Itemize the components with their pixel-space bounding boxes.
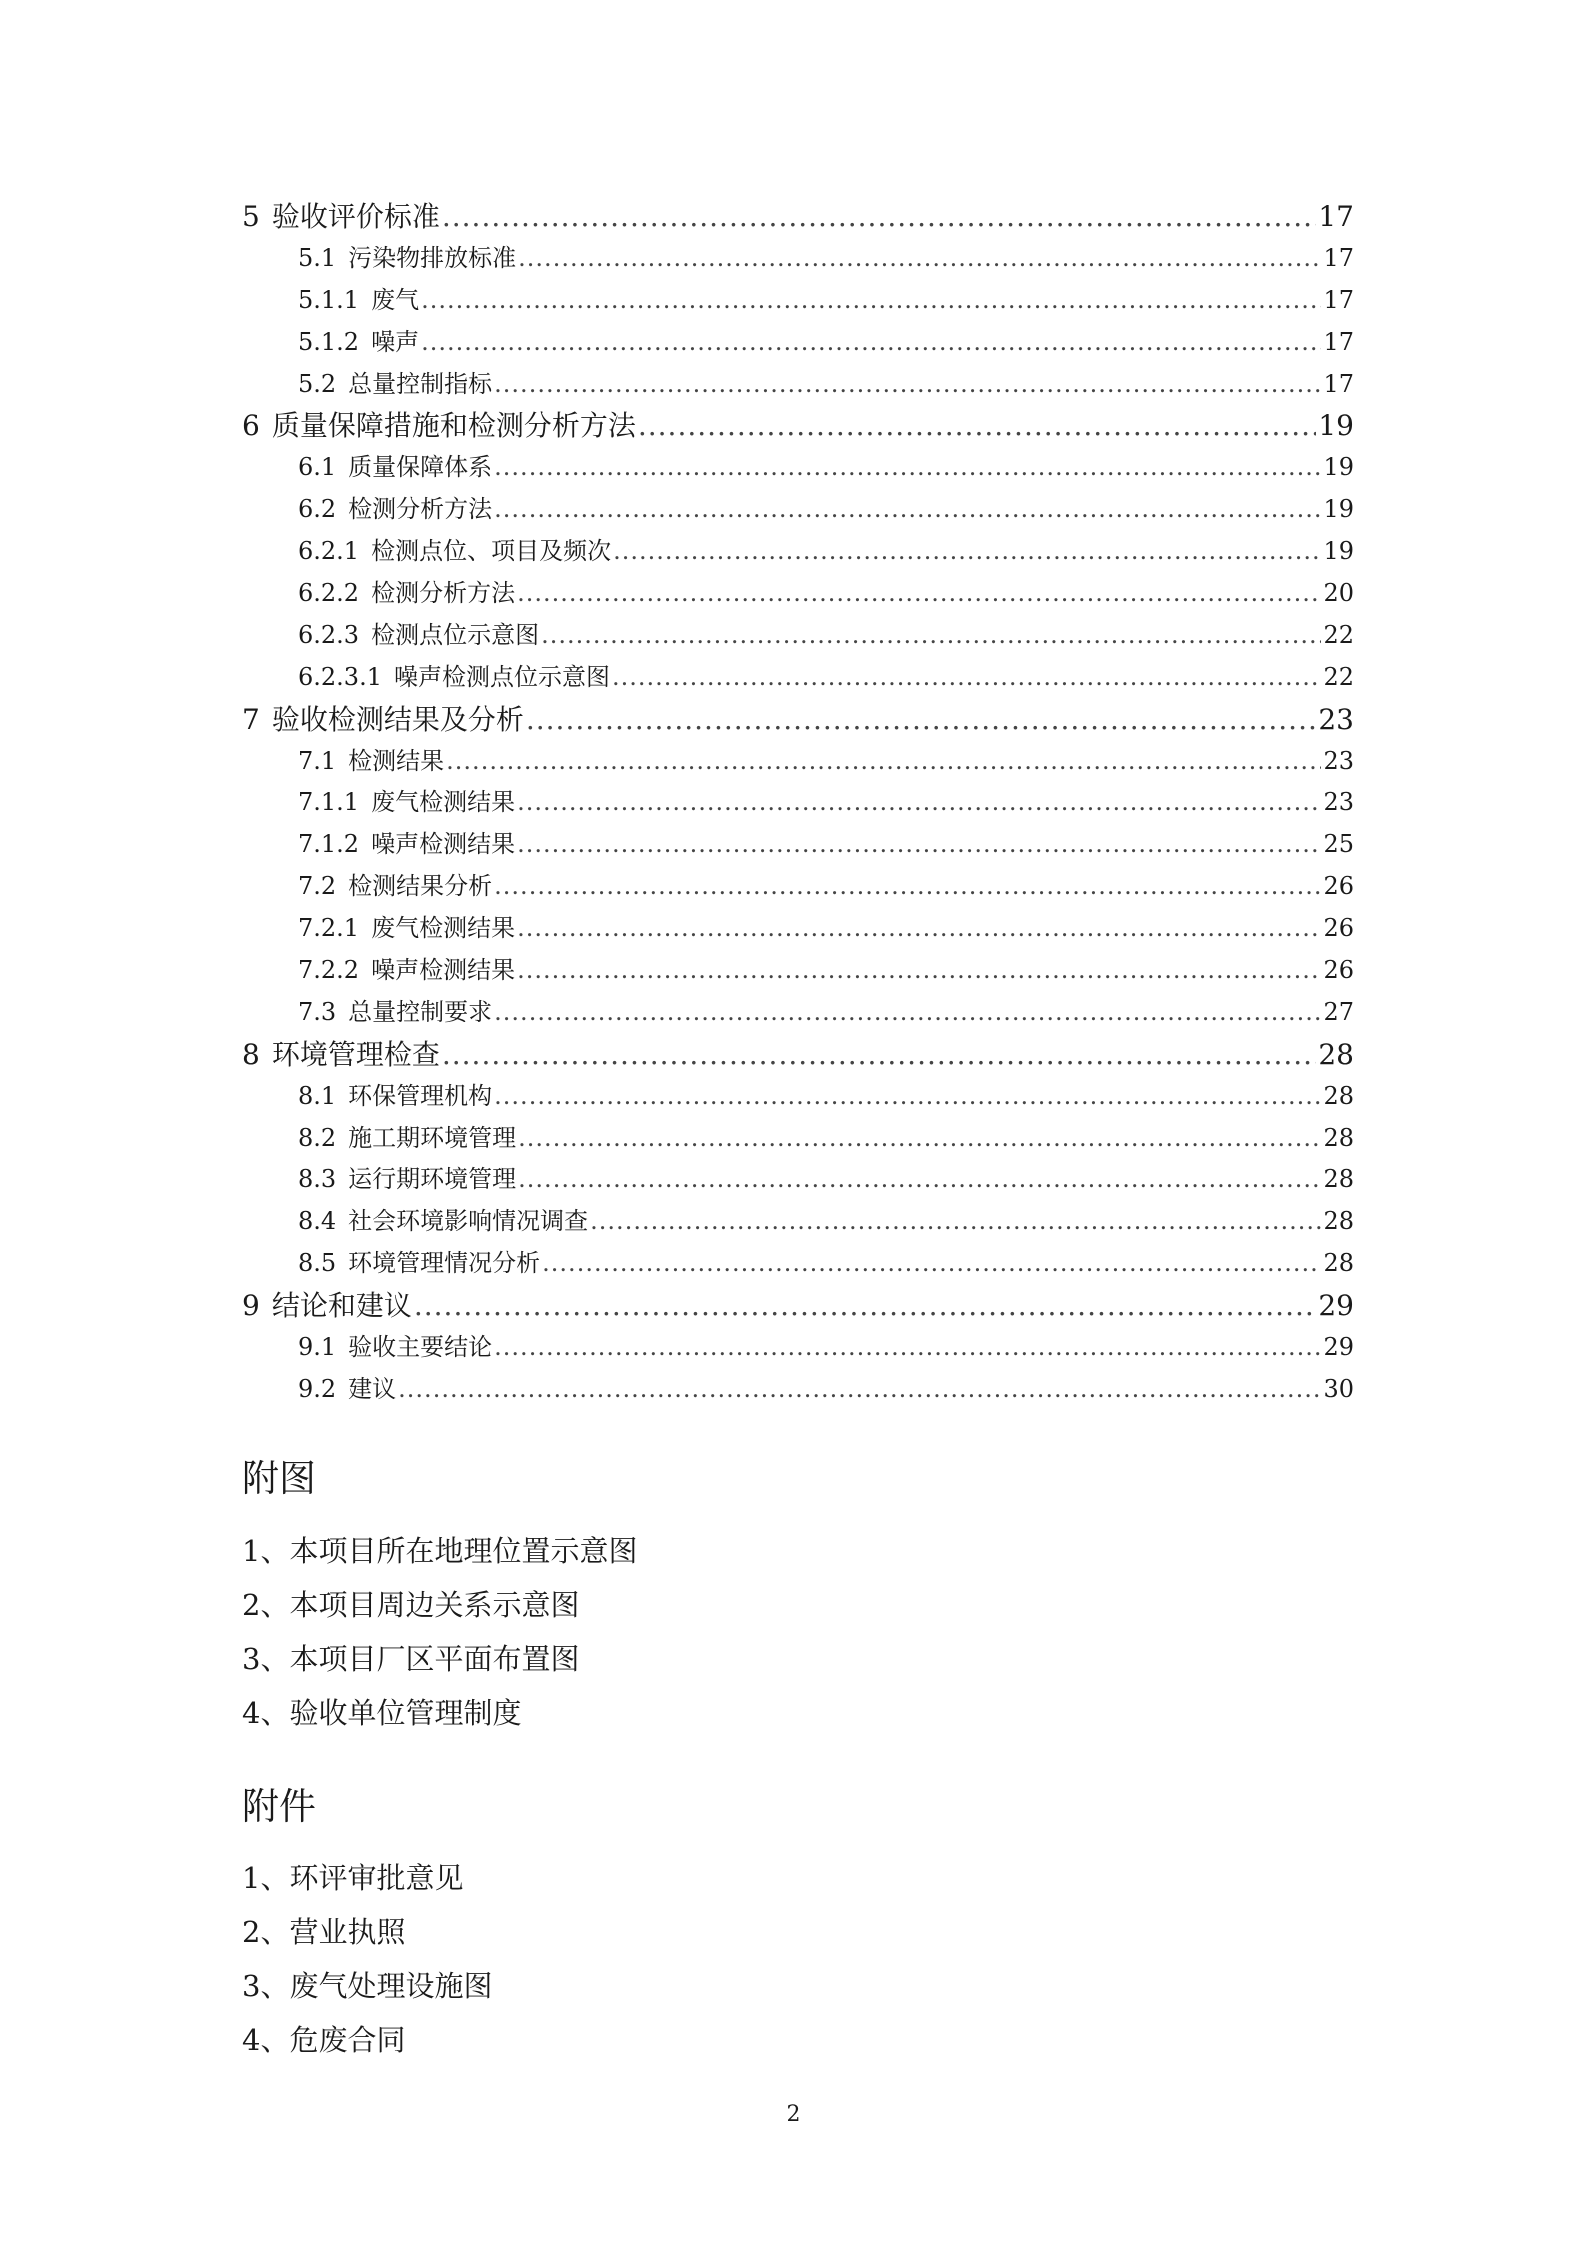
toc-entry[interactable]	[242, 322, 1354, 364]
toc-entry[interactable]	[242, 573, 1354, 615]
toc-entry-number: 6.2.3.1	[298, 662, 382, 691]
toc-entry[interactable]	[242, 824, 1354, 866]
toc-entry-title: 噪声	[371, 327, 420, 356]
toc-entry-title: 废气检测结果	[371, 914, 516, 943]
attachments-item: 2、营业执照	[242, 1915, 406, 1949]
figures-item: 1、本项目所在地理位置示意图	[242, 1534, 638, 1568]
toc-dot-leader	[518, 1159, 1321, 1201]
toc-entry-title: 噪声检测结果	[371, 830, 516, 859]
toc-entry-page: 26	[1323, 956, 1354, 985]
page-number: 2	[786, 2102, 801, 2127]
toc-entry-number: 9.2	[298, 1374, 337, 1403]
toc-entry-page: 29	[1318, 1289, 1354, 1323]
attachments-item: 4、危废合同	[242, 2023, 406, 2057]
toc-entry[interactable]	[242, 699, 1354, 741]
toc-entry[interactable]	[242, 866, 1354, 908]
toc-entry-page: 17	[1323, 285, 1354, 314]
attachments-list	[242, 1851, 1042, 2067]
toc-entry[interactable]	[242, 196, 1354, 238]
toc-dot-leader	[442, 196, 1317, 238]
toc-dot-leader	[494, 866, 1321, 908]
toc-dot-leader	[517, 573, 1321, 615]
table-of-contents	[242, 196, 1354, 1411]
toc-entry-title: 验收评价标准	[271, 200, 440, 233]
toc-entry[interactable]	[242, 1159, 1354, 1201]
toc-entry-number: 7.1.2	[298, 830, 360, 859]
toc-entry-page: 28	[1323, 1207, 1354, 1236]
toc-entry-title: 检测结果分析	[348, 872, 493, 901]
toc-entry-number: 5.1	[298, 243, 337, 272]
toc-entry[interactable]	[242, 908, 1354, 950]
toc-entry-page: 28	[1323, 1081, 1354, 1110]
toc-entry-page: 29	[1323, 1333, 1354, 1362]
attachments-heading: 附件	[242, 1785, 316, 1828]
toc-dot-leader	[494, 992, 1321, 1034]
toc-entry[interactable]	[242, 1243, 1354, 1285]
toc-dot-leader	[541, 615, 1321, 657]
toc-dot-leader	[494, 1327, 1321, 1369]
toc-entry-number: 5.2	[298, 369, 337, 398]
toc-entry-number: 5	[242, 200, 260, 233]
toc-entry-page: 28	[1323, 1123, 1354, 1152]
toc-entry-number: 5.1.1	[298, 285, 360, 314]
toc-entry-title: 污染物排放标准	[348, 243, 517, 272]
toc-entry-page: 28	[1323, 1165, 1354, 1194]
toc-entry[interactable]	[242, 1369, 1354, 1411]
toc-entry-title: 噪声检测结果	[371, 956, 516, 985]
toc-entry[interactable]	[242, 489, 1354, 531]
toc-entry[interactable]	[242, 238, 1354, 280]
toc-entry-page: 19	[1323, 495, 1354, 524]
toc-dot-leader	[398, 1369, 1321, 1411]
toc-entry[interactable]	[242, 1118, 1354, 1160]
toc-entry-title: 验收主要结论	[348, 1333, 493, 1362]
toc-entry-title: 建议	[348, 1374, 397, 1403]
toc-entry-title: 运行期环境管理	[348, 1165, 517, 1194]
toc-entry-page: 22	[1323, 620, 1354, 649]
attachments-item: 3、废气处理设施图	[242, 1969, 493, 2003]
figures-item: 4、验收单位管理制度	[242, 1696, 522, 1730]
toc-entry-number: 5.1.2	[298, 327, 360, 356]
toc-entry-number: 6.1	[298, 453, 337, 482]
toc-entry-page: 27	[1323, 997, 1354, 1026]
toc-dot-leader	[638, 405, 1317, 447]
toc-dot-leader	[494, 489, 1321, 531]
toc-entry[interactable]	[242, 531, 1354, 573]
toc-entry[interactable]	[242, 615, 1354, 657]
toc-entry-page: 23	[1318, 702, 1354, 736]
toc-entry-page: 19	[1318, 409, 1354, 443]
toc-entry-title: 检测分析方法	[371, 579, 516, 608]
toc-entry-title: 结论和建议	[271, 1289, 412, 1323]
toc-entry-title: 检测点位、项目及频次	[371, 537, 612, 566]
toc-dot-leader	[590, 1201, 1321, 1243]
toc-entry[interactable]	[242, 405, 1354, 447]
toc-entry-number: 7	[242, 702, 260, 736]
toc-dot-leader	[446, 741, 1321, 783]
toc-entry[interactable]	[242, 364, 1354, 406]
toc-entry-number: 6.2.2	[298, 579, 360, 608]
toc-entry-title: 总量控制指标	[348, 369, 493, 398]
toc-entry-number: 7.2	[298, 872, 337, 901]
figures-list	[242, 1524, 1042, 1740]
toc-entry-page: 19	[1323, 453, 1354, 482]
toc-entry-title: 环境管理检查	[271, 1037, 440, 1071]
toc-entry[interactable]	[242, 1285, 1354, 1327]
attachments-item: 1、环评审批意见	[242, 1861, 464, 1895]
toc-entry-number: 8.4	[298, 1207, 337, 1236]
toc-entry-number: 6.2.1	[298, 537, 360, 566]
toc-dot-leader	[526, 699, 1317, 741]
toc-entry-title: 质量保障体系	[348, 453, 493, 482]
toc-entry[interactable]	[242, 782, 1354, 824]
toc-entry[interactable]	[242, 741, 1354, 783]
toc-entry[interactable]	[242, 1327, 1354, 1369]
toc-entry-number: 7.1	[298, 746, 337, 775]
toc-entry-page: 25	[1323, 830, 1354, 859]
toc-entry-page: 22	[1323, 662, 1354, 691]
toc-entry-page: 28	[1318, 1037, 1354, 1071]
toc-entry-page: 20	[1323, 579, 1354, 608]
toc-entry-number: 8	[242, 1037, 260, 1071]
toc-dot-leader	[517, 824, 1321, 866]
toc-entry-number: 8.3	[298, 1165, 337, 1194]
toc-dot-leader	[421, 280, 1321, 322]
toc-entry-page: 19	[1323, 537, 1354, 566]
toc-dot-leader	[421, 322, 1321, 364]
toc-dot-leader	[494, 364, 1321, 406]
toc-entry[interactable]	[242, 280, 1354, 322]
toc-entry-page: 28	[1323, 1249, 1354, 1278]
toc-entry[interactable]	[242, 1201, 1354, 1243]
toc-entry-number: 6.2	[298, 495, 337, 524]
toc-entry[interactable]	[242, 1034, 1354, 1076]
toc-entry-number: 9.1	[298, 1333, 337, 1362]
toc-entry-number: 6	[242, 409, 260, 443]
toc-entry-number: 8.5	[298, 1249, 337, 1278]
toc-entry-title: 施工期环境管理	[348, 1123, 517, 1152]
toc-dot-leader	[518, 238, 1321, 280]
toc-entry-page: 17	[1323, 369, 1354, 398]
toc-entry[interactable]	[242, 447, 1354, 489]
toc-entry-page: 26	[1323, 914, 1354, 943]
toc-entry-page: 23	[1323, 788, 1354, 817]
toc-entry-title: 质量保障措施和检测分析方法	[271, 409, 636, 443]
toc-entry-title: 验收检测结果及分析	[271, 702, 524, 736]
figures-item: 2、本项目周边关系示意图	[242, 1588, 580, 1622]
toc-entry-number: 8.1	[298, 1081, 337, 1110]
toc-entry-number: 9	[242, 1289, 260, 1323]
toc-entry[interactable]	[242, 950, 1354, 992]
toc-entry-page: 17	[1323, 327, 1354, 356]
toc-entry-title: 废气检测结果	[371, 788, 516, 817]
toc-entry-title: 环保管理机构	[348, 1081, 493, 1110]
figures-item: 3、本项目厂区平面布置图	[242, 1642, 580, 1676]
toc-dot-leader	[518, 1118, 1321, 1160]
toc-dot-leader	[494, 447, 1321, 489]
toc-dot-leader	[542, 1243, 1321, 1285]
toc-entry-number: 7.2.1	[298, 914, 360, 943]
toc-entry[interactable]	[242, 1076, 1354, 1118]
toc-entry-page: 17	[1323, 243, 1354, 272]
toc-dot-leader	[414, 1285, 1317, 1327]
toc-entry[interactable]	[242, 657, 1354, 699]
toc-entry-title: 废气	[371, 285, 420, 314]
toc-entry-number: 6.2.3	[298, 620, 360, 649]
toc-entry-page: 30	[1323, 1374, 1354, 1403]
toc-entry-title: 检测点位示意图	[371, 620, 540, 649]
toc-dot-leader	[612, 657, 1321, 699]
figures-heading: 附图	[242, 1457, 316, 1500]
toc-entry-number: 7.2.2	[298, 956, 360, 985]
toc-entry-page: 17	[1318, 200, 1354, 233]
toc-entry[interactable]	[242, 992, 1354, 1034]
toc-dot-leader	[442, 1034, 1317, 1076]
toc-entry-title: 总量控制要求	[348, 997, 493, 1026]
toc-entry-title: 噪声检测点位示意图	[393, 662, 610, 691]
toc-entry-title: 检测分析方法	[348, 495, 493, 524]
toc-entry-page: 26	[1323, 872, 1354, 901]
toc-entry-title: 检测结果	[348, 746, 445, 775]
toc-dot-leader	[494, 1076, 1321, 1118]
toc-entry-title: 环境管理情况分析	[348, 1249, 541, 1278]
toc-entry-number: 7.1.1	[298, 788, 360, 817]
toc-dot-leader	[517, 908, 1321, 950]
toc-entry-number: 8.2	[298, 1123, 337, 1152]
toc-entry-title: 社会环境影响情况调查	[348, 1207, 589, 1236]
toc-dot-leader	[613, 531, 1321, 573]
toc-entry-number: 7.3	[298, 997, 337, 1026]
toc-dot-leader	[517, 782, 1321, 824]
toc-entry-page: 23	[1323, 746, 1354, 775]
toc-dot-leader	[517, 950, 1321, 992]
